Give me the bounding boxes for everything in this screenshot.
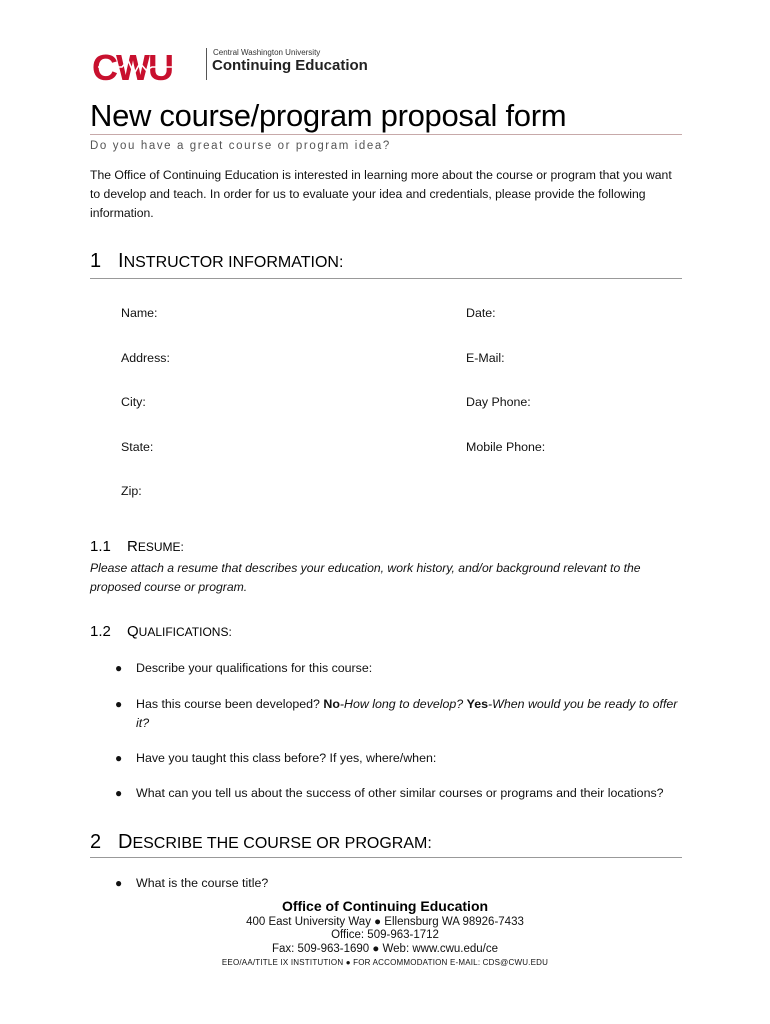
yes-followup: -When would you be ready to offer it? bbox=[136, 697, 678, 730]
logo-divider bbox=[206, 48, 207, 80]
footer-eeo: EEO/AA/TITLE IX INSTITUTION ● FOR ACCOMMODATION E-MAIL: CDS@CWU.EDU bbox=[221, 958, 549, 967]
list-item bbox=[115, 784, 696, 803]
bullet-text: What is the course title? bbox=[136, 876, 269, 890]
section-instructor-heading bbox=[90, 250, 343, 273]
heading-initial: Q bbox=[127, 623, 139, 640]
list-item bbox=[115, 695, 682, 733]
section-number: 2 bbox=[90, 831, 102, 853]
heading-rest: UALIFICATIONS: bbox=[138, 625, 232, 639]
section-describe-heading bbox=[90, 831, 432, 854]
bullet-icon: ● bbox=[115, 661, 123, 675]
page-subtitle: Do you have a great course or program idea? bbox=[90, 140, 391, 152]
department-name: Continuing Education bbox=[212, 57, 368, 74]
heading-initial: R bbox=[127, 538, 138, 555]
heading-initial: I bbox=[118, 250, 124, 272]
footer-address: 400 East University Way ● Ellensburg WA 98926-7433 bbox=[246, 916, 524, 928]
heading-rest: ESUME: bbox=[137, 540, 184, 554]
section-number: 1.2 bbox=[90, 623, 111, 640]
title-rule bbox=[90, 134, 682, 135]
zip-field-label: Zip: bbox=[121, 484, 142, 498]
footer-fax-web: Fax: 509-963-1690 ● Web: www.cwu.edu/ce bbox=[272, 943, 498, 955]
intro-paragraph: The Office of Continuing Education is interested in learning more about the course or program that you want to develop and teach. In order for us to evaluate your idea and credentials, please provide the following information. bbox=[90, 168, 672, 220]
email-field-label: E-Mail: bbox=[466, 351, 505, 365]
city-field-label: City: bbox=[121, 395, 146, 409]
address-field-label: Address: bbox=[121, 351, 170, 365]
footer-office-name: Office of Continuing Education bbox=[281, 898, 489, 914]
section-rule bbox=[90, 857, 682, 858]
cwu-logo bbox=[92, 46, 368, 86]
list-item bbox=[115, 874, 682, 893]
bullet-icon: ● bbox=[115, 786, 123, 800]
bullet-text: Have you taught this class before? If yes, where/when: bbox=[136, 751, 437, 765]
list-item bbox=[115, 659, 682, 678]
section-resume-heading bbox=[90, 538, 184, 555]
bullet-icon: ● bbox=[115, 697, 123, 711]
name-field-label: Name: bbox=[121, 306, 158, 320]
section-qualifications-heading bbox=[90, 623, 232, 640]
section-number: 1.1 bbox=[90, 538, 111, 555]
cwu-logo-mark bbox=[92, 50, 200, 84]
section-rule bbox=[90, 278, 682, 279]
bullet-text: What can you tell us about the success of other similar courses or programs and their locations? bbox=[136, 786, 664, 800]
no-followup: -How long to develop? bbox=[339, 697, 467, 711]
heading-rest: NSTRUCTOR INFORMATION: bbox=[123, 254, 344, 271]
section-number: 1 bbox=[90, 250, 102, 272]
mobile-phone-field-label: Mobile Phone: bbox=[466, 440, 546, 454]
bullet-text: Has this course been developed? bbox=[136, 697, 324, 711]
resume-instructions: Please attach a resume that describes your education, work history, and/or background relevant to the proposed course or program. bbox=[90, 561, 641, 594]
bullet-icon: ● bbox=[115, 751, 123, 765]
state-field-label: State: bbox=[121, 440, 154, 454]
university-name: Central Washington University bbox=[213, 48, 321, 57]
footer-office-phone: Office: 509-963-1712 bbox=[331, 929, 439, 941]
list-item bbox=[115, 749, 682, 768]
yes-label: Yes bbox=[466, 697, 489, 711]
bullet-icon: ● bbox=[115, 876, 123, 890]
cwu-logo-text: CWU bbox=[92, 50, 172, 84]
date-field-label: Date: bbox=[466, 306, 496, 320]
no-label: No bbox=[323, 697, 340, 711]
heading-rest: ESCRIBE THE COURSE OR PROGRAM: bbox=[132, 835, 432, 852]
page-title: New course/program proposal form bbox=[90, 98, 567, 133]
heading-initial: D bbox=[118, 831, 133, 853]
bullet-text: Describe your qualifications for this course: bbox=[136, 661, 373, 675]
day-phone-field-label: Day Phone: bbox=[466, 395, 531, 409]
